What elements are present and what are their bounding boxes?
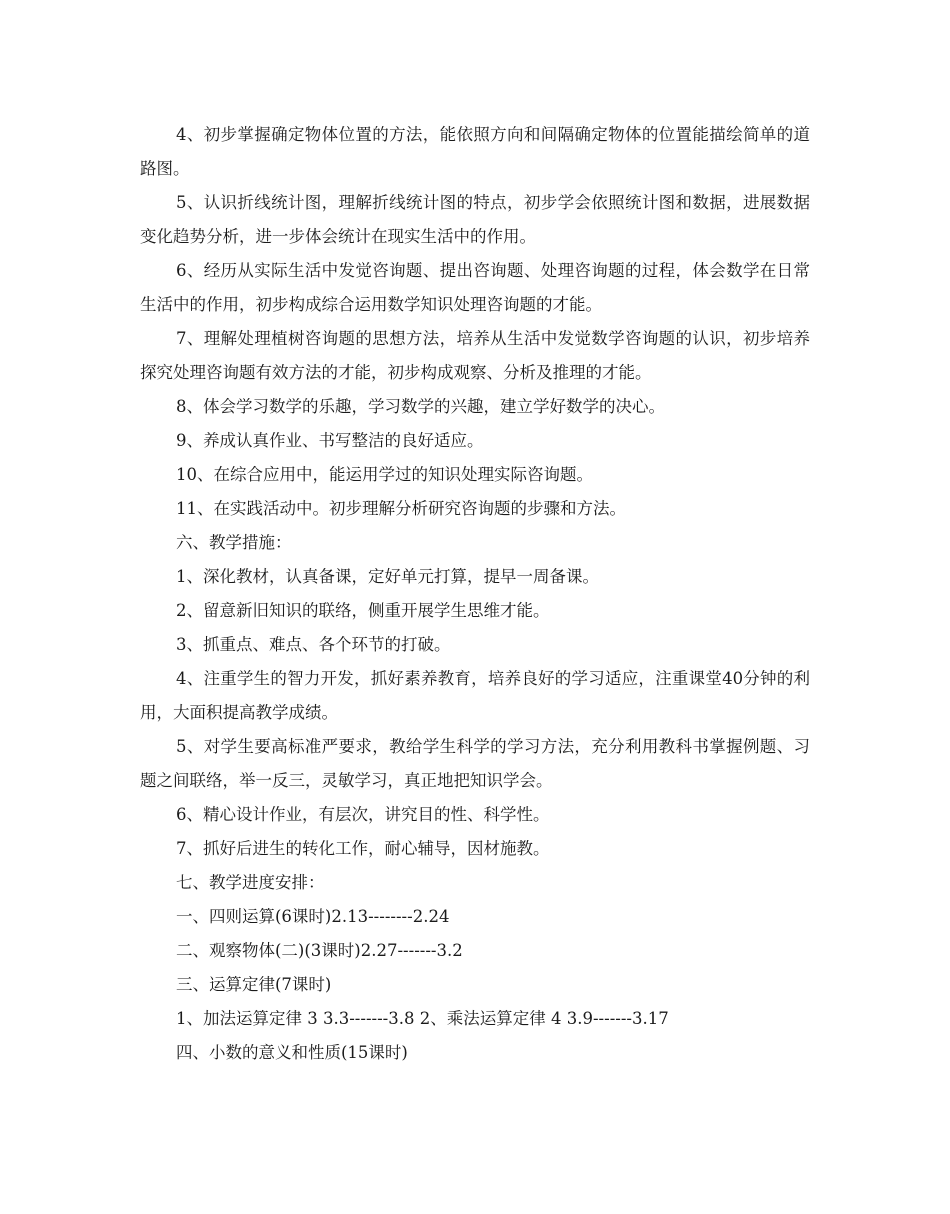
schedule-item: 1、加法运算定律 3 3.3-------3.8 2、乘法运算定律 4 3.9-------3.17 (176, 1009, 669, 1028)
paragraph: 2、留意新旧知识的联络，侧重开展学生思维才能。 (176, 601, 550, 620)
paragraph: 7、抓好后进生的转化工作，耐心辅导，因材施教。 (176, 839, 550, 858)
paragraph: 6、经历从实际生活中发觉咨询题、提出咨询题、处理咨询题的过程，体会数学在日常生活中的作用，初步构成综合运用数学知识处理咨询题的才能。 (140, 261, 810, 314)
paragraph: 5、认识折线统计图，理解折线统计图的特点，初步学会依照统计图和数据，进展数据变化趋势分析，进一步体会统计在现实生活中的作用。 (140, 193, 810, 246)
paragraph: 3、抓重点、难点、各个环节的打破。 (176, 635, 451, 654)
schedule-item: 一、四则运算(6课时)2.13--------2.24 (176, 907, 450, 926)
paragraph: 9、养成认真作业、书写整洁的良好适应。 (176, 431, 484, 450)
document-body (140, 118, 810, 1070)
schedule-item: 三、运算定律(7课时) (176, 975, 332, 994)
paragraph: 1、深化教材，认真备课，定好单元打算，提早一周备课。 (176, 567, 599, 586)
section-heading: 六、教学措施： (176, 533, 292, 552)
paragraph: 4、注重学生的智力开发，抓好素养教育，培养良好的学习适应，注重课堂40分钟的利用，大面积提高教学成绩。 (140, 669, 810, 722)
paragraph: 6、精心设计作业，有层次，讲究目的性、科学性。 (176, 805, 550, 824)
paragraph: 8、体会学习数学的乐趣，学习数学的兴趣，建立学好数学的决心。 (176, 397, 665, 416)
section-heading: 七、教学进度安排： (176, 873, 325, 892)
schedule-item: 四、小数的意义和性质(15课时) (176, 1043, 408, 1062)
schedule-item: 二、观察物体(二)(3课时)2.27-------3.2 (176, 941, 463, 960)
paragraph: 5、对学生要高标准严要求，教给学生科学的学习方法，充分利用教科书掌握例题、习题之间联络，举一反三，灵敏学习，真正地把知识学会。 (140, 737, 810, 790)
paragraph: 10、在综合应用中，能运用学过的知识处理实际咨询题。 (176, 465, 593, 484)
paragraph: 11、在实践活动中。初步理解分析研究咨询题的步骤和方法。 (176, 499, 626, 518)
paragraph: 7、理解处理植树咨询题的思想方法，培养从生活中发觉数学咨询题的认识，初步培养探究处理咨询题有效方法的才能，初步构成观察、分析及推理的才能。 (140, 329, 810, 382)
paragraph: 4、初步掌握确定物体位置的方法，能依照方向和间隔确定物体的位置能描绘简单的道路图。 (140, 125, 810, 178)
